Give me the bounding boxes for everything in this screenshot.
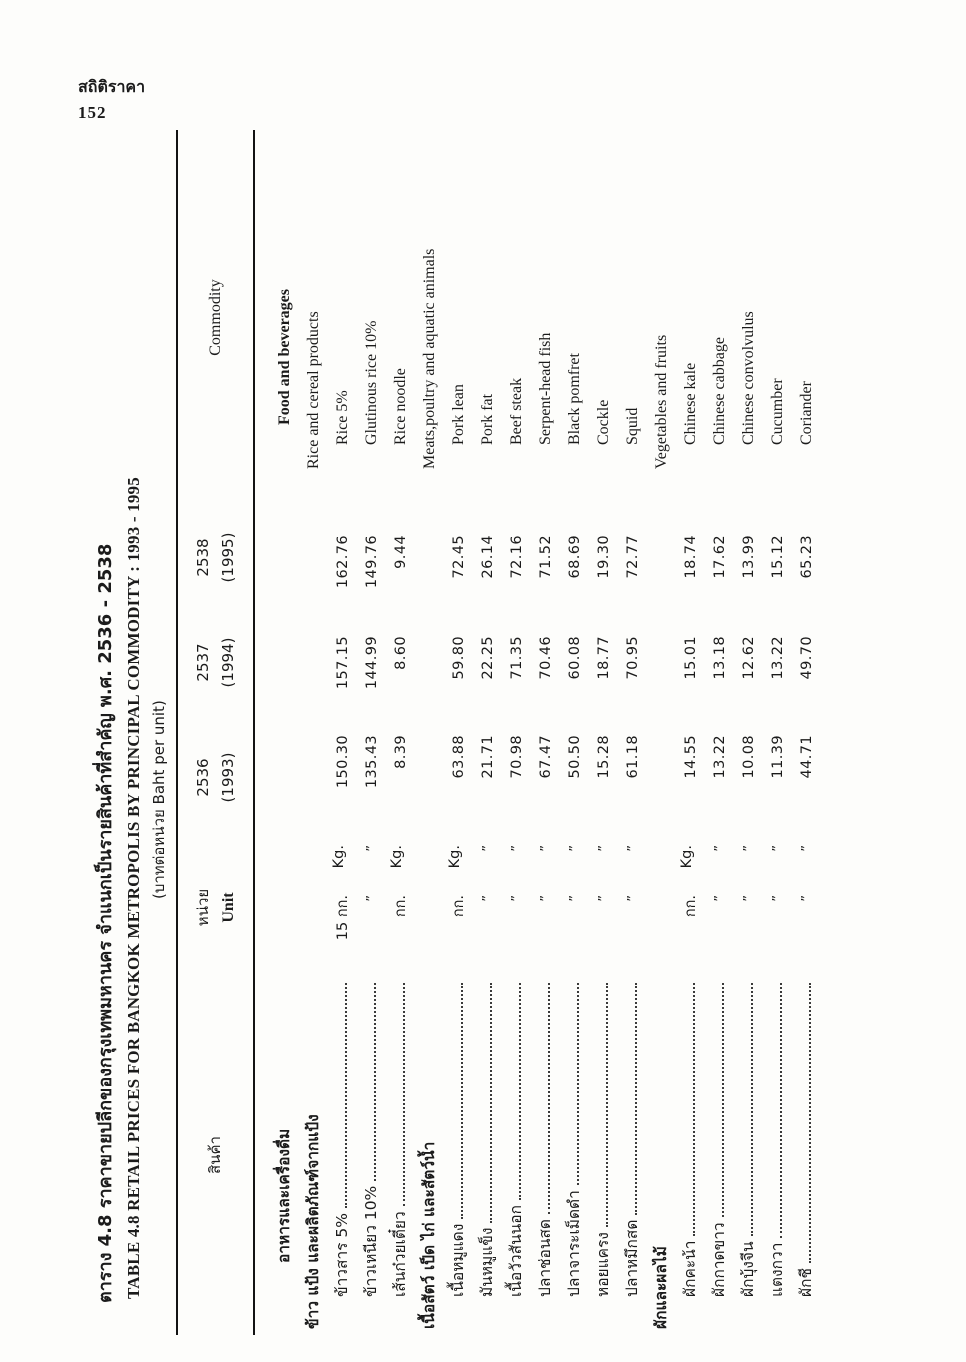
price-1995-value: 162.76 bbox=[335, 535, 351, 589]
unit-thai-value: ” bbox=[597, 895, 612, 902]
price-1994-value: 60.08 bbox=[567, 636, 583, 680]
commodity-thai-cell bbox=[329, 975, 354, 1335]
commodity-eng-cell bbox=[508, 130, 526, 505]
commodity-eng-label: Chinese kale bbox=[682, 362, 699, 445]
price-1994-value: 12.62 bbox=[741, 636, 757, 680]
commodity-thai-label: เส้นก๋วยเตี๋ยว bbox=[391, 1211, 409, 1297]
price-1993-value: 67.47 bbox=[538, 735, 554, 779]
price-1995-value: 65.23 bbox=[799, 535, 815, 579]
commodity-thai-label: ผักชี bbox=[797, 1268, 815, 1297]
commodity-thai-cell bbox=[735, 975, 760, 1335]
commodity-eng-cell bbox=[363, 130, 381, 505]
table-header-row bbox=[178, 130, 253, 1335]
commodity-thai-cell bbox=[416, 975, 441, 1335]
commodity-thai-label: ผักบุ้งจีน bbox=[739, 1241, 757, 1297]
price-1994-value: 157.15 bbox=[335, 636, 351, 690]
commodity-thai-cell bbox=[619, 975, 644, 1335]
unit-thai-value: กก. bbox=[683, 895, 699, 918]
price-1994-value: 70.95 bbox=[625, 636, 641, 680]
commodity-eng-cell bbox=[653, 130, 671, 505]
table-body bbox=[265, 130, 822, 1335]
commodity-eng-cell bbox=[537, 130, 555, 505]
price-1995-value: 72.77 bbox=[625, 535, 641, 579]
unit-thai-value: ” bbox=[626, 895, 641, 902]
unit-thai-value: ” bbox=[365, 895, 380, 902]
unit-cell bbox=[389, 840, 412, 975]
table-row bbox=[474, 130, 503, 1335]
table-row bbox=[445, 130, 474, 1335]
rotated-table bbox=[90, 130, 855, 1335]
chapter-label: สถิติราคา bbox=[78, 77, 146, 96]
commodity-thai-cell bbox=[503, 975, 528, 1335]
unit-cell bbox=[626, 840, 641, 975]
unit-cell bbox=[679, 840, 702, 975]
commodity-thai-label: ปลาหมึกสด bbox=[623, 1219, 641, 1297]
table-row bbox=[503, 130, 532, 1335]
commodity-eng-cell bbox=[740, 130, 758, 505]
price-1995-value: 72.16 bbox=[509, 535, 525, 579]
commodity-eng-label: Squid bbox=[624, 407, 641, 445]
table-row bbox=[793, 130, 822, 1335]
unit-eng-value: ” bbox=[626, 845, 641, 852]
unit-cell bbox=[510, 840, 525, 975]
price-1994-value: 13.22 bbox=[770, 636, 786, 680]
commodity-thai-cell bbox=[474, 975, 499, 1335]
table-row bbox=[358, 130, 387, 1335]
price-1995-value: 19.30 bbox=[596, 535, 612, 579]
commodity-eng-label: Food and beverages bbox=[276, 289, 293, 425]
price-1994-value: 71.35 bbox=[509, 636, 525, 680]
commodity-thai-cell bbox=[706, 975, 731, 1335]
price-1993-value: 21.71 bbox=[480, 735, 496, 779]
commodity-thai-label: อาหารและเครื่องดื่ม bbox=[275, 1128, 293, 1263]
header-year-1995-be: 2538 bbox=[193, 538, 212, 577]
commodity-thai-label: ข้าว แป้ง และผลิตภัณฑ์จากแป้ง bbox=[304, 1114, 322, 1329]
header-unit-thai: หน่วย bbox=[193, 888, 212, 927]
leader-dots bbox=[345, 983, 347, 1208]
price-1995-value: 68.69 bbox=[567, 535, 583, 579]
commodity-eng-label: Pork fat bbox=[479, 393, 496, 445]
unit-eng-value: ” bbox=[742, 845, 757, 852]
unit-cell bbox=[742, 840, 757, 975]
table-row bbox=[590, 130, 619, 1335]
unit-eng-value: ” bbox=[510, 845, 525, 852]
table-header-rule bbox=[253, 130, 255, 1335]
commodity-thai-cell bbox=[561, 975, 586, 1335]
price-1993-value: 70.98 bbox=[509, 735, 525, 779]
unit-eng-value: Kg. bbox=[331, 845, 347, 869]
unit-eng-value: ” bbox=[771, 845, 786, 852]
price-1994-value: 15.01 bbox=[683, 636, 699, 680]
commodity-eng-label: Coriander bbox=[798, 381, 815, 445]
commodity-thai-label: เนื้อสัตว์ เป็ด ไก่ และสัตว์น้ำ bbox=[420, 1141, 438, 1329]
table-row bbox=[764, 130, 793, 1335]
commodity-thai-cell bbox=[677, 975, 702, 1335]
unit-thai-value: ” bbox=[742, 895, 757, 902]
commodity-eng-label: Serpent-head fish bbox=[537, 332, 554, 445]
table-row bbox=[735, 130, 764, 1335]
leader-dots bbox=[606, 983, 608, 1227]
leader-dots bbox=[693, 983, 695, 1236]
commodity-thai-label: ผักคะน้า bbox=[681, 1240, 699, 1297]
commodity-thai-cell bbox=[358, 975, 383, 1335]
unit-cell bbox=[481, 840, 496, 975]
unit-cell bbox=[771, 840, 786, 975]
unit-cell bbox=[800, 840, 815, 975]
unit-cell bbox=[539, 840, 554, 975]
leader-dots bbox=[809, 983, 811, 1263]
commodity-eng-cell bbox=[450, 130, 468, 505]
header-year-1993 bbox=[191, 715, 241, 840]
price-1993-value: 63.88 bbox=[451, 735, 467, 779]
commodity-eng-label: Glutinous rice 10% bbox=[363, 320, 380, 445]
leader-dots bbox=[577, 983, 579, 1185]
unit-thai-value: ” bbox=[481, 895, 496, 902]
leader-dots bbox=[548, 983, 550, 1214]
price-1995-value: 26.14 bbox=[480, 535, 496, 579]
price-1993-value: 44.71 bbox=[799, 735, 815, 779]
commodity-thai-cell bbox=[532, 975, 557, 1335]
unit-eng-value: ” bbox=[481, 845, 496, 852]
price-1995-value: 15.12 bbox=[770, 535, 786, 579]
commodity-thai-label: เนื้อหมูแดง bbox=[449, 1223, 467, 1297]
unit-thai-value: กก. bbox=[451, 895, 467, 918]
table-row bbox=[677, 130, 706, 1335]
commodity-thai-label: ปลาช่อนสด bbox=[536, 1219, 554, 1297]
price-1994-value: 70.46 bbox=[538, 636, 554, 680]
commodity-eng-cell bbox=[421, 130, 439, 505]
header-year-1994-be: 2537 bbox=[193, 643, 212, 682]
commodity-thai-cell bbox=[271, 975, 296, 1335]
header-commodity-eng bbox=[203, 130, 228, 505]
header-year-1994-ad: (1994) bbox=[218, 637, 237, 688]
header-year-1995 bbox=[191, 505, 241, 610]
commodity-eng-label: Rice noodle bbox=[392, 368, 409, 445]
price-1995-value: 17.62 bbox=[712, 535, 728, 579]
commodity-thai-cell bbox=[300, 975, 325, 1335]
leader-dots bbox=[403, 983, 405, 1206]
header-commodity-eng-label: Commodity bbox=[207, 279, 224, 356]
unit-eng-value: Kg. bbox=[447, 845, 463, 869]
unit-thai-value: ” bbox=[771, 895, 786, 902]
commodity-eng-label: Rice and cereal products bbox=[305, 311, 322, 469]
header-unit bbox=[191, 840, 241, 975]
commodity-thai-label: เนื้อวัวสันนอก bbox=[507, 1205, 525, 1297]
commodity-eng-label: Rice 5% bbox=[334, 390, 351, 445]
commodity-eng-label: Vegetables and fruits bbox=[653, 334, 670, 469]
price-1994-value: 13.18 bbox=[712, 636, 728, 680]
unit-eng-value: ” bbox=[597, 845, 612, 852]
price-1993-value: 135.43 bbox=[364, 735, 380, 789]
price-1995-value: 18.74 bbox=[683, 535, 699, 579]
header-year-1993-be: 2536 bbox=[193, 758, 212, 797]
commodity-eng-label: Cockle bbox=[595, 399, 612, 445]
commodity-eng-cell bbox=[769, 130, 787, 505]
table-row bbox=[648, 130, 677, 1335]
commodity-thai-label: มันหมูแข็ง bbox=[478, 1227, 496, 1297]
commodity-eng-label: Meats,poultry and aquatic animals bbox=[421, 248, 438, 469]
table-title-thai: ตาราง 4.8 ราคาขายปลีกของกรุงเทพมหานคร จำแนกเป็นรายสินค้าที่สำคัญ พ.ศ. 2536 - 2538 bbox=[95, 543, 116, 1303]
commodity-thai-cell bbox=[590, 975, 615, 1335]
header-year-1994 bbox=[191, 610, 241, 715]
unit-thai-value: กก. bbox=[393, 895, 409, 918]
table-row bbox=[387, 130, 416, 1335]
leader-dots bbox=[722, 983, 724, 1217]
price-1993-value: 150.30 bbox=[335, 735, 351, 789]
commodity-eng-cell bbox=[682, 130, 700, 505]
leader-dots bbox=[751, 983, 753, 1236]
leader-dots bbox=[780, 983, 782, 1238]
commodity-eng-label: Pork lean bbox=[450, 384, 467, 445]
price-1994-value: 49.70 bbox=[799, 636, 815, 680]
price-1993-value: 8.39 bbox=[393, 735, 409, 769]
commodity-eng-label: Beef steak bbox=[508, 377, 525, 445]
table-title-english: TABLE 4.8 RETAIL PRICES FOR BANGKOK METROPOLIS BY PRINCIPAL COMMODITY : 1993 - 1995 bbox=[124, 477, 143, 1299]
commodity-thai-label: ข้าวสาร 5% bbox=[333, 1212, 351, 1297]
table-row bbox=[300, 130, 329, 1335]
header-year-1995-ad: (1995) bbox=[218, 532, 237, 583]
price-1994-value: 22.25 bbox=[480, 636, 496, 680]
unit-cell bbox=[568, 840, 583, 975]
unit-thai-value: ” bbox=[568, 895, 583, 902]
commodity-thai-label: ผักกาดขาว bbox=[710, 1222, 728, 1297]
commodity-thai-cell bbox=[764, 975, 789, 1335]
price-1995-value: 9.44 bbox=[393, 535, 409, 569]
unit-cell bbox=[713, 840, 728, 975]
price-1994-value: 8.60 bbox=[393, 636, 409, 670]
unit-eng-value: ” bbox=[365, 845, 380, 852]
unit-cell bbox=[331, 840, 354, 975]
leader-dots bbox=[519, 983, 521, 1200]
leader-dots bbox=[374, 983, 376, 1181]
commodity-eng-label: Black pomfret bbox=[566, 353, 583, 445]
table-unit-note: (บาทต่อหน่วย Baht per unit) bbox=[150, 700, 168, 899]
unit-thai-value: 15 กก. bbox=[335, 895, 351, 941]
unit-thai-value: ” bbox=[539, 895, 554, 902]
unit-cell bbox=[365, 840, 380, 975]
unit-thai-value: ” bbox=[800, 895, 815, 902]
unit-thai-value: ” bbox=[510, 895, 525, 902]
table-row bbox=[619, 130, 648, 1335]
unit-thai-value: ” bbox=[713, 895, 728, 902]
commodity-eng-cell bbox=[595, 130, 613, 505]
price-1995-value: 13.99 bbox=[741, 535, 757, 579]
unit-eng-value: ” bbox=[539, 845, 554, 852]
commodity-thai-cell bbox=[445, 975, 470, 1335]
commodity-eng-cell bbox=[624, 130, 642, 505]
commodity-eng-cell bbox=[798, 130, 816, 505]
price-1993-value: 15.28 bbox=[596, 735, 612, 779]
price-1995-value: 149.76 bbox=[364, 535, 380, 589]
commodity-eng-cell bbox=[334, 130, 352, 505]
page-corner-header bbox=[78, 74, 145, 126]
price-1993-value: 11.39 bbox=[770, 735, 786, 779]
commodity-thai-label: ปลาจาระเม็ดดำ bbox=[565, 1190, 583, 1297]
price-1994-value: 144.99 bbox=[364, 636, 380, 690]
commodity-thai-cell bbox=[648, 975, 673, 1335]
price-1993-value: 13.22 bbox=[712, 735, 728, 779]
leader-dots bbox=[461, 983, 463, 1219]
commodity-eng-label: Chinese convolvulus bbox=[740, 311, 757, 445]
commodity-eng-cell bbox=[711, 130, 729, 505]
price-1993-value: 50.50 bbox=[567, 735, 583, 779]
unit-cell bbox=[597, 840, 612, 975]
price-1993-value: 14.55 bbox=[683, 735, 699, 779]
commodity-thai-label: ผักและผลไม้ bbox=[652, 1246, 670, 1329]
table-row bbox=[416, 130, 445, 1335]
table-row bbox=[706, 130, 735, 1335]
price-1995-value: 71.52 bbox=[538, 535, 554, 579]
commodity-eng-label: Cucumber bbox=[769, 378, 786, 445]
commodity-eng-label: Chinese cabbage bbox=[711, 337, 728, 445]
header-commodity-thai-label: สินค้า bbox=[206, 1136, 224, 1174]
page-number: 152 bbox=[78, 103, 107, 122]
table-row bbox=[532, 130, 561, 1335]
commodity-thai-cell bbox=[387, 975, 412, 1335]
unit-eng-value: ” bbox=[713, 845, 728, 852]
unit-eng-value: ” bbox=[568, 845, 583, 852]
price-1993-value: 61.18 bbox=[625, 735, 641, 779]
table-row bbox=[329, 130, 358, 1335]
commodity-thai-label: หอยแครง bbox=[594, 1232, 612, 1297]
header-unit-eng: Unit bbox=[219, 892, 237, 923]
commodity-thai-cell bbox=[793, 975, 818, 1335]
commodity-eng-cell bbox=[479, 130, 497, 505]
price-1994-value: 18.77 bbox=[596, 636, 612, 680]
commodity-eng-cell bbox=[392, 130, 410, 505]
leader-dots bbox=[490, 983, 492, 1223]
header-year-1993-ad: (1993) bbox=[218, 752, 237, 803]
commodity-thai-label: แตงกวา bbox=[768, 1242, 786, 1297]
price-1993-value: 10.08 bbox=[741, 735, 757, 779]
price-1995-value: 72.45 bbox=[451, 535, 467, 579]
header-commodity-thai bbox=[203, 975, 228, 1335]
unit-cell bbox=[447, 840, 470, 975]
commodity-eng-cell bbox=[305, 130, 323, 505]
unit-eng-value: Kg. bbox=[389, 845, 405, 869]
commodity-thai-label: ข้าวเหนียว 10% bbox=[362, 1185, 380, 1297]
commodity-eng-cell bbox=[566, 130, 584, 505]
leader-dots bbox=[635, 983, 637, 1215]
commodity-eng-cell bbox=[276, 130, 294, 505]
table-row bbox=[271, 130, 300, 1335]
table-row bbox=[561, 130, 590, 1335]
price-1994-value: 59.80 bbox=[451, 636, 467, 680]
unit-eng-value: ” bbox=[800, 845, 815, 852]
unit-eng-value: Kg. bbox=[679, 845, 695, 869]
